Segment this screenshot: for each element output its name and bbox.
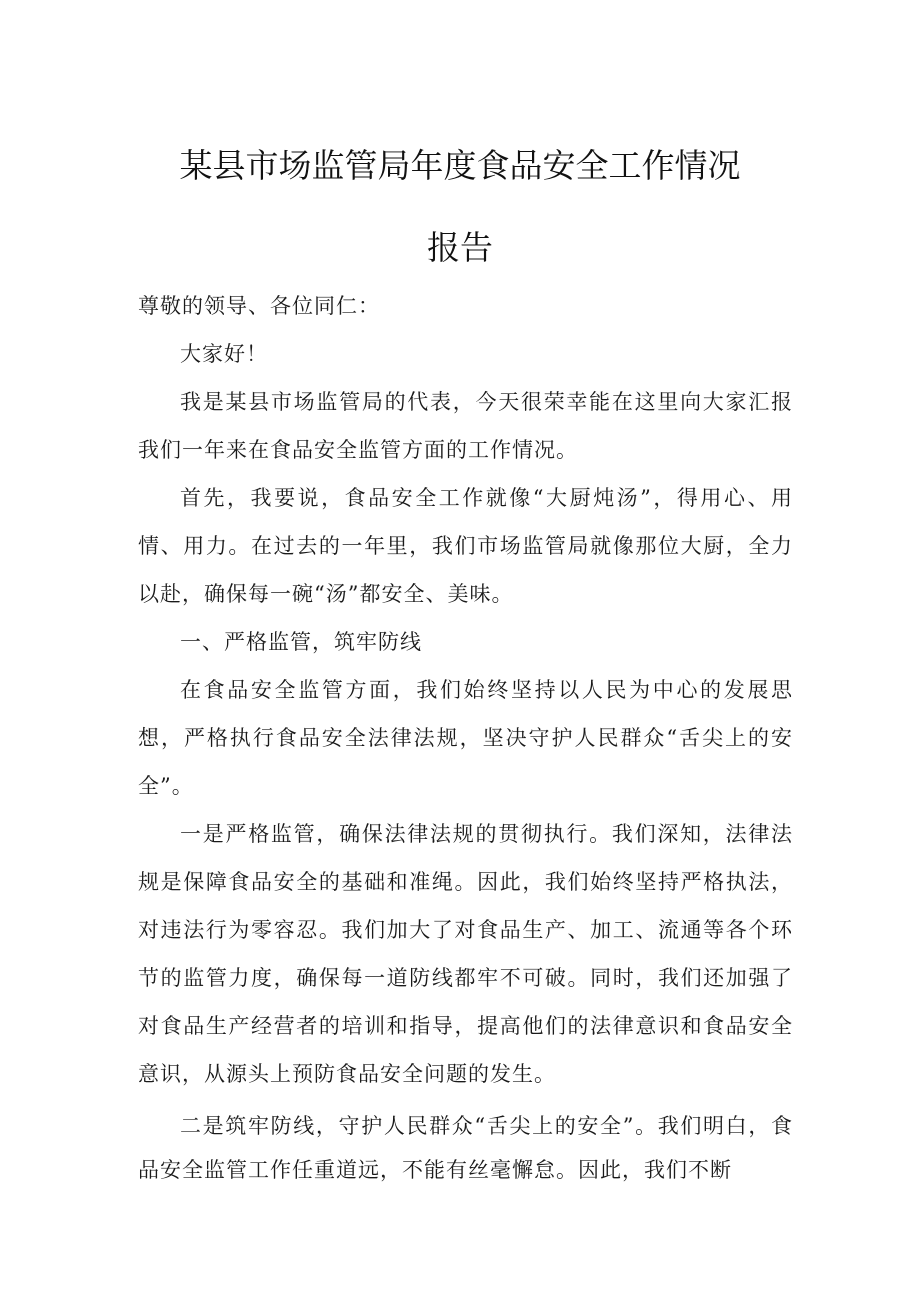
paragraph-point-1: 一是严格监管，确保法律法规的贯彻执行。我们深知，法律法规是保障食品安全的基础和准绳。因此，我们始终坚持严格执法，对违法行为零容忍。我们加大了对食品生产、加工、流通等各个环节的监管力度，确保每一道防线都牢不可破。同时，我们还加强了对食品生产经营者的培训和指导，提高他们的法律意识和食品安全意识，从源头上预防食品安全问题的发生。 bbox=[138, 822, 793, 1086]
paragraph-analogy: 首先，我要说，食品安全工作就像“大厨炖汤”，得用心、用情、用力。在过去的一年里，我们市场监管局就像那位大厨，全力以赴，确保每一碗“汤”都安全、美味。 bbox=[138, 486, 793, 606]
paragraph-greeting: 大家好！ bbox=[180, 342, 268, 366]
paragraph-intro: 我是某县市场监管局的代表，今天很荣幸能在这里向大家汇报我们一年来在食品安全监管方面的工作情况。 bbox=[138, 390, 793, 462]
paragraph-point-2: 二是筑牢防线，守护人民群众“舌尖上的安全”。我们明白，食品安全监管工作任重道远，不能有丝毫懈怠。因此，我们不断 bbox=[138, 1114, 793, 1182]
paragraph-section-1-intro: 在食品安全监管方面，我们始终坚持以人民为中心的发展思想，严格执行食品安全法律法规，坚决守护人民群众“舌尖上的安全”。 bbox=[138, 678, 793, 798]
document-title-line-1: 某县市场监管局年度食品安全工作情况 bbox=[179, 146, 741, 185]
section-heading-1: 一、严格监管，筑牢防线 bbox=[180, 630, 422, 654]
document-body bbox=[138, 282, 793, 1192]
document-title-line-2: 报告 bbox=[427, 228, 493, 267]
salutation: 尊敬的领导、各位同仁： bbox=[138, 294, 380, 318]
